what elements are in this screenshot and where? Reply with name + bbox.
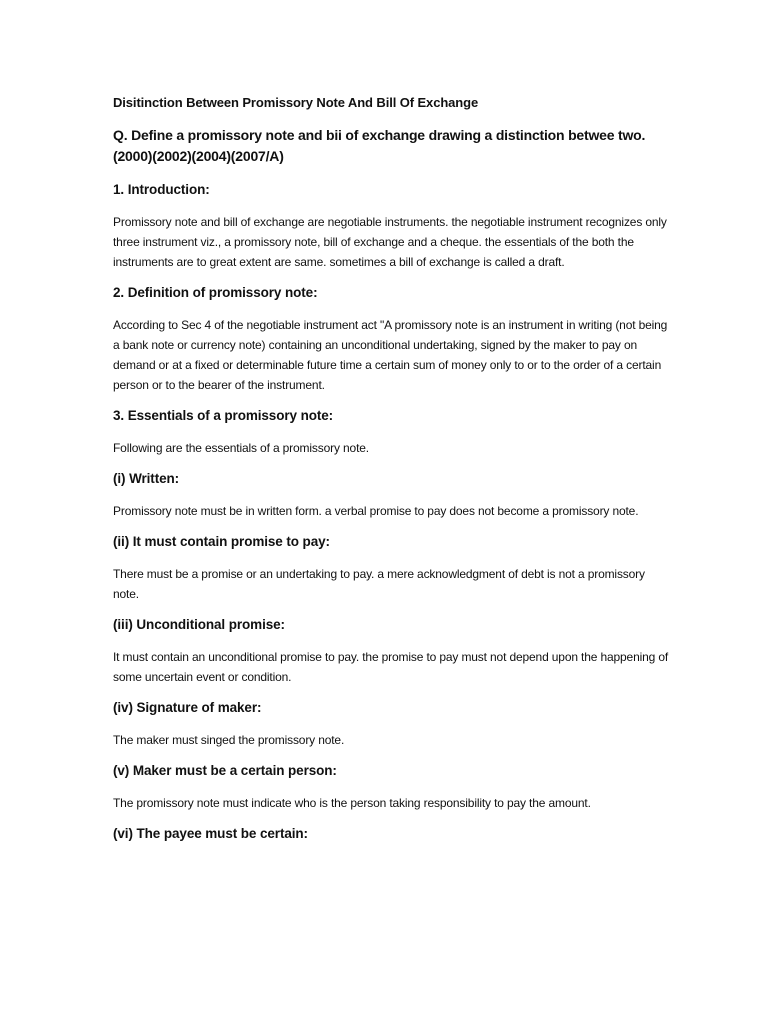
section-paragraph: Promissory note and bill of exchange are negotiable instruments. the negotiable instrument recognizes only three instrument viz., a promissory note, bill of exchange and a cheque. the essentials of the both the instruments are to great extent are same. sometimes a bill of exchange is called a draft. bbox=[113, 215, 667, 269]
section-signature-of-maker bbox=[113, 699, 673, 750]
section-paragraph: Promissory note must be in written form. a verbal promise to pay does not become a promissory note. bbox=[113, 504, 639, 518]
section-certain-payee bbox=[113, 825, 673, 842]
document-title: Disitinction Between Promissory Note And Bill Of Exchange bbox=[113, 95, 479, 110]
section-heading: (v) Maker must be a certain person: bbox=[113, 763, 337, 778]
section-paragraph: According to Sec 4 of the negotiable instrument act "A promissory note is an instrument in writing (not being a bank note or currency note) containing an unconditional undertaking, signed by the maker to pay on demand or at a fixed or determinable future time a certain sum of money only to or to the order of a certain person or to the bearer of the instrument. bbox=[113, 318, 668, 392]
section-written bbox=[113, 470, 673, 521]
section-heading: (vi) The payee must be certain: bbox=[113, 826, 308, 841]
section-unconditional-promise bbox=[113, 616, 673, 687]
section-heading: (ii) It must contain promise to pay: bbox=[113, 534, 330, 549]
section-paragraph: It must contain an unconditional promise to pay. the promise to pay must not depend upon the happening of some uncertain event or condition. bbox=[113, 650, 669, 684]
section-promise-to-pay bbox=[113, 533, 673, 604]
section-introduction bbox=[113, 181, 673, 272]
section-paragraph: The maker must singed the promissory note. bbox=[113, 733, 345, 747]
section-heading: 2. Definition of promissory note: bbox=[113, 285, 318, 300]
question-text: Q. Define a promissory note and bii of exchange drawing a distinction betwee two. (2000)(2002)(2004)(2007/A) bbox=[113, 127, 646, 164]
section-paragraph: The promissory note must indicate who is the person taking responsibility to pay the amount. bbox=[113, 796, 591, 810]
section-heading: 1. Introduction: bbox=[113, 182, 210, 197]
section-definition bbox=[113, 284, 673, 395]
section-heading: (iv) Signature of maker: bbox=[113, 700, 262, 715]
section-heading: (iii) Unconditional promise: bbox=[113, 617, 285, 632]
section-paragraph: Following are the essentials of a promissory note. bbox=[113, 441, 369, 455]
section-certain-maker bbox=[113, 762, 673, 813]
section-heading: (i) Written: bbox=[113, 471, 180, 486]
section-heading: 3. Essentials of a promissory note: bbox=[113, 408, 334, 423]
section-paragraph: There must be a promise or an undertaking to pay. a mere acknowledgment of debt is not a promissory note. bbox=[113, 567, 645, 601]
document-body bbox=[113, 95, 673, 856]
section-essentials bbox=[113, 407, 673, 458]
